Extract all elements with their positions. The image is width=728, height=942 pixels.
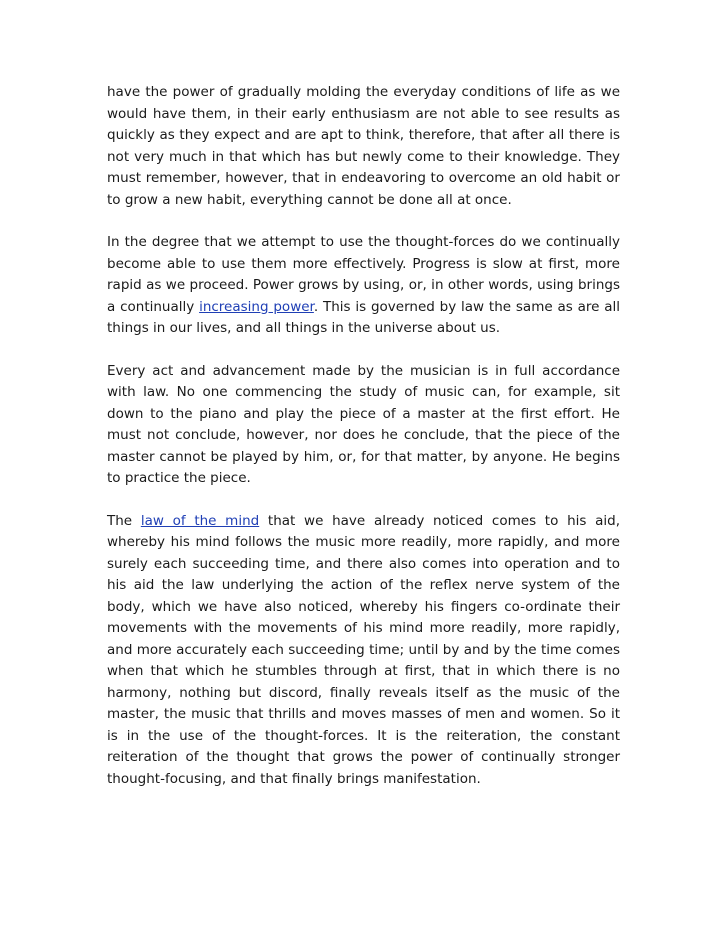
paragraph-text: . This is governed by law the same as are all things in our lives, and all things in the universe about us.	[107, 298, 621, 336]
paragraph-text: have the power of gradually molding the everyday conditions of life as we would have them, in their early enthusiasm are not able to see results as quickly as they expect and are apt to think, therefore, that after all there is not very much in that which has but newly come to their knowledge. They must remember, however, that in endeavoring to overcome an old habit or to grow a new habit, everything cannot be done all at once.	[107, 84, 620, 208]
document-page	[107, 82, 620, 811]
paragraph-2	[107, 232, 620, 340]
paragraph-text: In the degree that we attempt to use the thought-forces do we continually become able to use them more effectively. Progress is slow at first, more rapid as we proceed. Power grows by using, or, in other words, using brings a continually	[107, 234, 620, 315]
paragraph-4	[107, 511, 620, 791]
link-increasing-power[interactable]: increasing power	[199, 298, 314, 315]
paragraph-text: Every act and advancement made by the musician is in full accordance with law. No one commencing the study of music can, for example, sit down to the piano and play the piece of a master at the first effort. He must not conclude, however, nor does he conclude, that the piece of the master cannot be played by him, or, for that matter, by anyone. He begins to practice the piece.	[107, 362, 620, 486]
paragraph-3	[107, 361, 620, 490]
link-law-of-the-mind[interactable]: law of the mind	[140, 512, 260, 529]
paragraph-text: that we have already noticed comes to his aid, whereby his mind follows the music more readily, more rapidly, and more surely each succeeding time, and there also comes into operation and to his aid the law underlying the action of the reflex nerve system of the body, which we have also noticed, whereby his fingers co-ordinate their movements with the movements of his mind more readily, more rapidly, and more accurately each succeeding time; until by and by the time comes when that which he stumbles through at first, that in which there is no harmony, nothing but discord, finally reveals itself as the music of the master, the music that thrills and moves masses of men and women. So it is in the use of the thought-forces. It is the reiteration, the constant reiteration of the thought that grows the power of continually stronger thought-focusing, and that finally brings manifestation.	[107, 512, 620, 787]
paragraph-1	[107, 82, 620, 211]
paragraph-text: The	[107, 512, 141, 529]
